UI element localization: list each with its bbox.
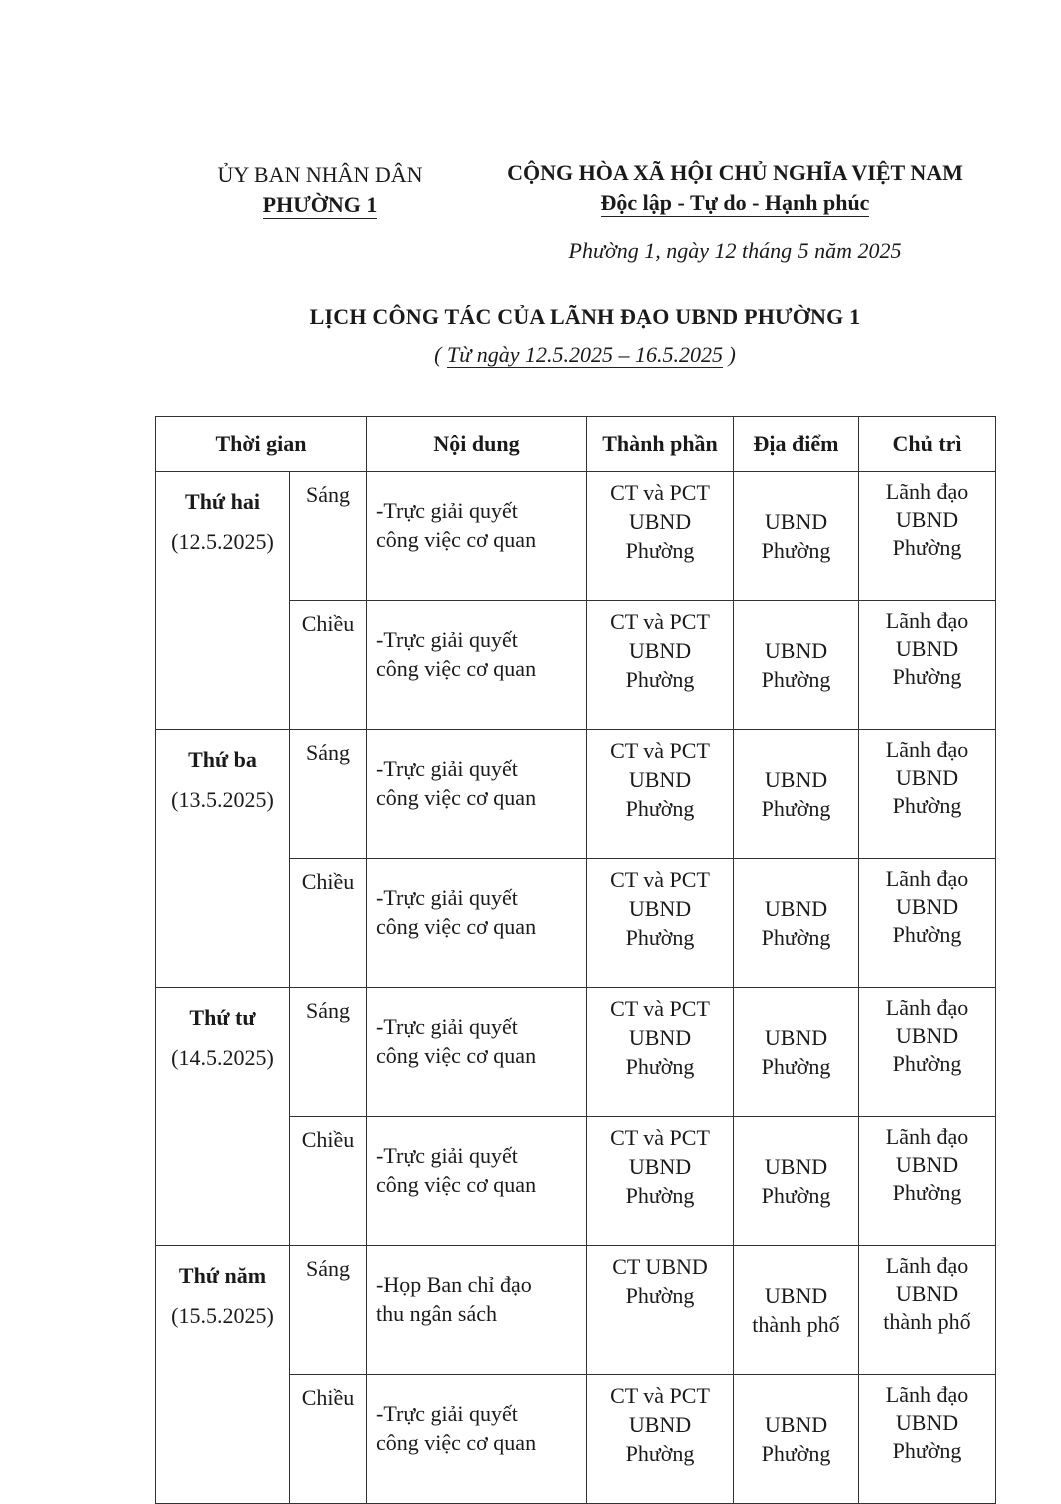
location-cell xyxy=(734,601,859,730)
nation-name: CỘNG HÒA XÃ HỘI CHỦ NGHĨA VIỆT NAM xyxy=(507,160,963,185)
members-line: CT và PCT xyxy=(610,738,710,763)
members-line: CT và PCT xyxy=(610,996,710,1021)
location-cell xyxy=(734,730,859,859)
chair-line: Phường xyxy=(892,1051,962,1076)
location-line: UBND xyxy=(764,767,828,792)
location-cell xyxy=(734,472,859,601)
content-cell xyxy=(367,601,587,730)
header-chair: Chủ trì xyxy=(859,417,996,472)
table-row xyxy=(156,730,996,859)
members-line: UBND xyxy=(628,1412,692,1437)
location-cell xyxy=(734,988,859,1117)
members-line: Phường xyxy=(625,1283,695,1308)
authority-unit: PHƯỜNG 1 xyxy=(262,192,378,217)
day-name: Thứ ba xyxy=(188,747,257,772)
location-line: UBND xyxy=(764,1025,828,1050)
issuing-authority xyxy=(190,160,450,220)
members-line: Phường xyxy=(625,667,695,692)
session-cell: Chiều xyxy=(290,1375,367,1504)
location-line: UBND xyxy=(764,1283,828,1308)
location-line: Phường xyxy=(761,538,831,563)
content-line: công việc cơ quan xyxy=(376,785,537,810)
members-line: UBND xyxy=(628,896,692,921)
members-line: Phường xyxy=(625,1441,695,1466)
day-cell xyxy=(156,730,290,988)
members-line: Phường xyxy=(625,796,695,821)
members-cell xyxy=(587,601,734,730)
location-cell xyxy=(734,1375,859,1504)
document-title: LỊCH CÔNG TÁC CỦA LÃNH ĐẠO UBND PHƯỜNG 1 xyxy=(309,304,861,329)
location-cell xyxy=(734,1246,859,1375)
content-line: thu ngân sách xyxy=(376,1301,497,1326)
day-name: Thứ năm xyxy=(178,1263,267,1288)
content-cell xyxy=(367,730,587,859)
day-cell xyxy=(156,1246,290,1504)
content-line: -Trực giải quyết xyxy=(376,885,518,910)
members-line: UBND xyxy=(628,1025,692,1050)
session-cell: Sáng xyxy=(290,1246,367,1375)
chair-line: UBND xyxy=(895,894,959,919)
chair-line: UBND xyxy=(895,1281,959,1306)
location-line: Phường xyxy=(761,796,831,821)
location-line: Phường xyxy=(761,667,831,692)
chair-line: UBND xyxy=(895,636,959,661)
location-line: UBND xyxy=(764,1154,828,1179)
location-line: Phường xyxy=(761,1441,831,1466)
content-cell xyxy=(367,1246,587,1375)
chair-line: Phường xyxy=(892,1180,962,1205)
chair-line: Lãnh đạo xyxy=(885,866,969,891)
members-line: UBND xyxy=(628,1154,692,1179)
day-date: (15.5.2025) xyxy=(171,1303,274,1328)
content-line: công việc cơ quan xyxy=(376,1172,537,1197)
day-name: Thứ hai xyxy=(185,489,260,514)
members-cell xyxy=(587,1375,734,1504)
content-line: -Trực giải quyết xyxy=(376,1143,518,1168)
content-line: -Trực giải quyết xyxy=(376,627,518,652)
location-line: UBND xyxy=(764,896,828,921)
content-cell xyxy=(367,988,587,1117)
header-content: Nội dung xyxy=(367,417,587,472)
session-cell: Chiều xyxy=(290,859,367,988)
members-cell xyxy=(587,1117,734,1246)
members-line: CT và PCT xyxy=(610,609,710,634)
members-line: UBND xyxy=(628,638,692,663)
chair-cell xyxy=(859,1246,996,1375)
members-line: UBND xyxy=(628,767,692,792)
content-cell xyxy=(367,1375,587,1504)
table-row xyxy=(156,988,996,1117)
chair-cell xyxy=(859,1117,996,1246)
members-line: Phường xyxy=(625,538,695,563)
chair-cell xyxy=(859,988,996,1117)
chair-line: Lãnh đạo xyxy=(885,995,969,1020)
chair-line: thành phố xyxy=(883,1309,971,1334)
session-cell: Sáng xyxy=(290,472,367,601)
chair-line: Phường xyxy=(892,535,962,560)
chair-cell xyxy=(859,859,996,988)
national-motto: Độc lập - Tự do - Hạnh phúc xyxy=(600,190,870,215)
chair-line: Phường xyxy=(892,664,962,689)
header-members: Thành phần xyxy=(587,417,734,472)
members-line: UBND xyxy=(628,509,692,534)
location-line: UBND xyxy=(764,638,828,663)
content-line: -Họp Ban chỉ đạo xyxy=(376,1272,532,1297)
table-row xyxy=(156,472,996,601)
chair-line: UBND xyxy=(895,507,959,532)
chair-line: Phường xyxy=(892,793,962,818)
location-line: UBND xyxy=(764,1412,828,1437)
chair-cell xyxy=(859,730,996,859)
content-line: công việc cơ quan xyxy=(376,1430,537,1455)
members-line: CT và PCT xyxy=(610,867,710,892)
header-time: Thời gian xyxy=(156,417,367,472)
chair-line: Lãnh đạo xyxy=(885,1124,969,1149)
table-row xyxy=(156,1246,996,1375)
members-line: Phường xyxy=(625,1054,695,1079)
content-line: -Trực giải quyết xyxy=(376,1014,518,1039)
chair-cell xyxy=(859,601,996,730)
members-cell xyxy=(587,472,734,601)
chair-cell xyxy=(859,472,996,601)
chair-line: UBND xyxy=(895,1023,959,1048)
chair-line: Lãnh đạo xyxy=(885,479,969,504)
chair-line: Phường xyxy=(892,922,962,947)
chair-line: UBND xyxy=(895,1152,959,1177)
members-line: CT và PCT xyxy=(610,480,710,505)
session-cell: Sáng xyxy=(290,988,367,1117)
issue-date: Phường 1, ngày 12 tháng 5 năm 2025 xyxy=(568,238,902,263)
day-name: Thứ tư xyxy=(189,1005,256,1030)
location-cell xyxy=(734,1117,859,1246)
document-subtitle xyxy=(160,342,1010,368)
chair-line: Lãnh đạo xyxy=(885,608,969,633)
table-header-row xyxy=(156,417,996,472)
members-cell xyxy=(587,1246,734,1375)
authority-name: ỦY BAN NHÂN DÂN xyxy=(217,162,423,187)
day-cell xyxy=(156,988,290,1246)
members-line: Phường xyxy=(625,925,695,950)
members-cell xyxy=(587,988,734,1117)
schedule-table xyxy=(155,416,996,1504)
chair-line: Lãnh đạo xyxy=(885,737,969,762)
location-cell xyxy=(734,859,859,988)
location-line: UBND xyxy=(764,509,828,534)
chair-line: Lãnh đạo xyxy=(885,1382,969,1407)
content-cell xyxy=(367,1117,587,1246)
chair-line: Lãnh đạo xyxy=(885,1253,969,1278)
national-header xyxy=(470,158,1000,218)
content-line: công việc cơ quan xyxy=(376,527,537,552)
session-cell: Sáng xyxy=(290,730,367,859)
session-cell: Chiều xyxy=(290,1117,367,1246)
members-line: CT và PCT xyxy=(610,1125,710,1150)
day-date: (14.5.2025) xyxy=(171,1045,274,1070)
content-line: -Trực giải quyết xyxy=(376,756,518,781)
content-line: -Trực giải quyết xyxy=(376,1401,518,1426)
subtitle-open: ( xyxy=(434,342,447,367)
day-date: (13.5.2025) xyxy=(171,787,274,812)
header-location: Địa điểm xyxy=(734,417,859,472)
content-line: công việc cơ quan xyxy=(376,1043,537,1068)
content-line: -Trực giải quyết xyxy=(376,498,518,523)
date-range: Từ ngày 12.5.2025 – 16.5.2025 xyxy=(447,342,723,367)
members-cell xyxy=(587,730,734,859)
day-cell xyxy=(156,472,290,730)
members-line: Phường xyxy=(625,1183,695,1208)
members-line: CT và PCT xyxy=(610,1383,710,1408)
chair-cell xyxy=(859,1375,996,1504)
content-line: công việc cơ quan xyxy=(376,656,537,681)
chair-line: UBND xyxy=(895,1410,959,1435)
location-line: Phường xyxy=(761,925,831,950)
members-cell xyxy=(587,859,734,988)
content-cell xyxy=(367,472,587,601)
chair-line: UBND xyxy=(895,765,959,790)
location-line: Phường xyxy=(761,1054,831,1079)
content-cell xyxy=(367,859,587,988)
members-line: CT UBND xyxy=(612,1254,708,1279)
content-line: công việc cơ quan xyxy=(376,914,537,939)
day-date: (12.5.2025) xyxy=(171,529,274,554)
session-cell: Chiều xyxy=(290,601,367,730)
chair-line: Phường xyxy=(892,1438,962,1463)
subtitle-close: ) xyxy=(723,342,736,367)
location-line: Phường xyxy=(761,1183,831,1208)
location-line: thành phố xyxy=(752,1312,840,1337)
